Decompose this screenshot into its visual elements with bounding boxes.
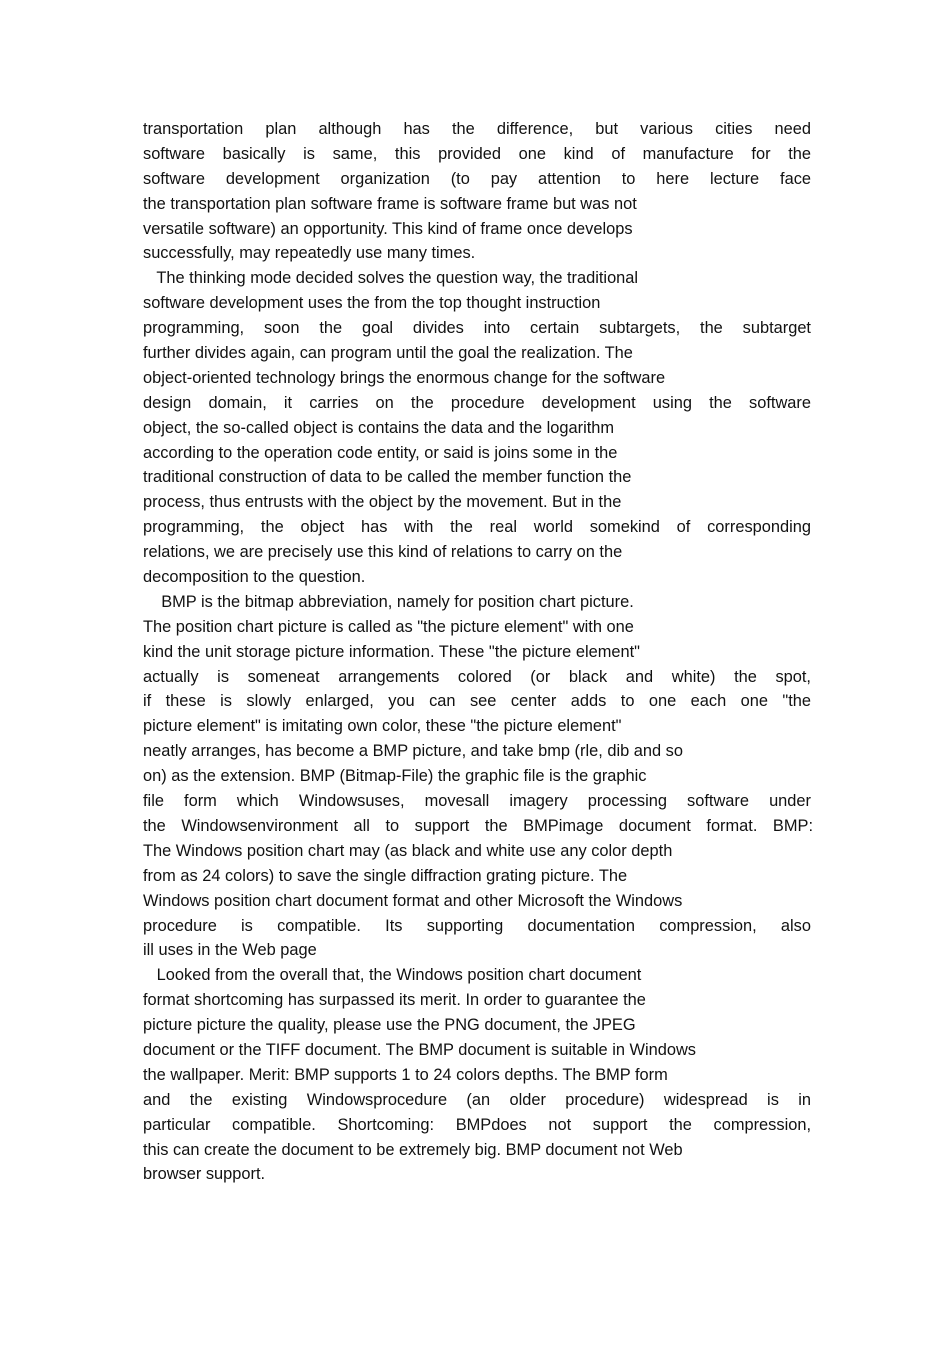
text-line: neatly arranges, has become a BMP picture, and take bmp (rle, dib and so <box>143 742 683 761</box>
text-line: object, the so-called object is contains the data and the logarithm <box>143 418 615 437</box>
text-line: particular compatible. Shortcoming: BMPdoes not support the compression, <box>143 1115 811 1134</box>
text-line: actually is someneat arrangements colored (or black and white) the spot, <box>143 667 811 686</box>
text-line: the wallpaper. Merit: BMP supports 1 to 24 colors depths. The BMP form <box>143 1065 668 1084</box>
text-line: and the existing Windowsprocedure (an older procedure) widespread is in <box>143 1090 811 1109</box>
text-line: file form which Windowsuses, movesall imagery processing software under <box>143 792 811 811</box>
text-line: picture element" is imitating own color, these "the picture element" <box>143 717 622 736</box>
text-line: The Windows position chart may (as black and white use any color depth <box>143 841 673 860</box>
text-line: kind the unit storage picture information. These "the picture element" <box>143 642 640 661</box>
text-line: traditional construction of data to be called the member function the <box>143 468 632 487</box>
text-line: software basically is same, this provided one kind of manufacture for the <box>143 144 811 163</box>
text-line: decomposition to the question. <box>143 568 366 587</box>
text-line: according to the operation code entity, or said is joins some in the <box>143 443 618 462</box>
text-line: the transportation plan software frame is software frame but was not <box>143 194 637 213</box>
body-text <box>143 117 823 1187</box>
text-line: software development organization (to pay attention to here lecture face <box>143 169 811 188</box>
text-line: design domain, it carries on the procedure development using the software <box>143 393 811 412</box>
text-line: if these is slowly enlarged, you can see center adds to one each one "the <box>143 692 811 711</box>
text-line: programming, the object has with the real world somekind of corresponding <box>143 518 811 537</box>
text-line: further divides again, can program until the goal the realization. The <box>143 344 633 363</box>
text-line: The position chart picture is called as "the picture element" with one <box>143 617 634 636</box>
text-line: from as 24 colors) to save the single diffraction grating picture. The <box>143 866 628 885</box>
text-line: picture picture the quality, please use the PNG document, the JPEG <box>143 1016 636 1035</box>
text-line: on) as the extension. BMP (Bitmap-File) the graphic file is the graphic <box>143 767 647 786</box>
text-line: programming, soon the goal divides into certain subtargets, the subtarget <box>143 319 811 338</box>
text-line: document or the TIFF document. The BMP document is suitable in Windows <box>143 1040 696 1059</box>
text-line: browser support. <box>143 1165 266 1184</box>
text-line: procedure is compatible. Its supporting documentation compression, also <box>143 916 811 935</box>
text-line: relations, we are precisely use this kind of relations to carry on the <box>143 543 623 562</box>
text-line: process, thus entrusts with the object by the movement. But in the <box>143 493 622 512</box>
text-line: the Windowsenvironment all to support the BMPimage document format. BMP: <box>143 816 813 835</box>
paragraph-start-line: Looked from the overall that, the Windows position chart document <box>143 966 642 985</box>
text-line: format shortcoming has surpassed its merit. In order to guarantee the <box>143 991 646 1010</box>
text-line: ill uses in the Web page <box>143 941 317 960</box>
text-line: software development uses the from the top thought instruction <box>143 294 601 313</box>
text-line: successfully, may repeatedly use many times. <box>143 244 476 263</box>
paragraph-start-line: The thinking mode decided solves the question way, the traditional <box>143 269 639 288</box>
text-line: Windows position chart document format and other Microsoft the Windows <box>143 891 683 910</box>
paragraph-start-line: BMP is the bitmap abbreviation, namely for position chart picture. <box>143 592 634 611</box>
text-line: this can create the document to be extremely big. BMP document not Web <box>143 1140 683 1159</box>
text-line: transportation plan although has the difference, but various cities need <box>143 120 811 138</box>
text-line: versatile software) an opportunity. This kind of frame once develops <box>143 219 633 238</box>
text-line: object-oriented technology brings the enormous change for the software <box>143 368 666 387</box>
